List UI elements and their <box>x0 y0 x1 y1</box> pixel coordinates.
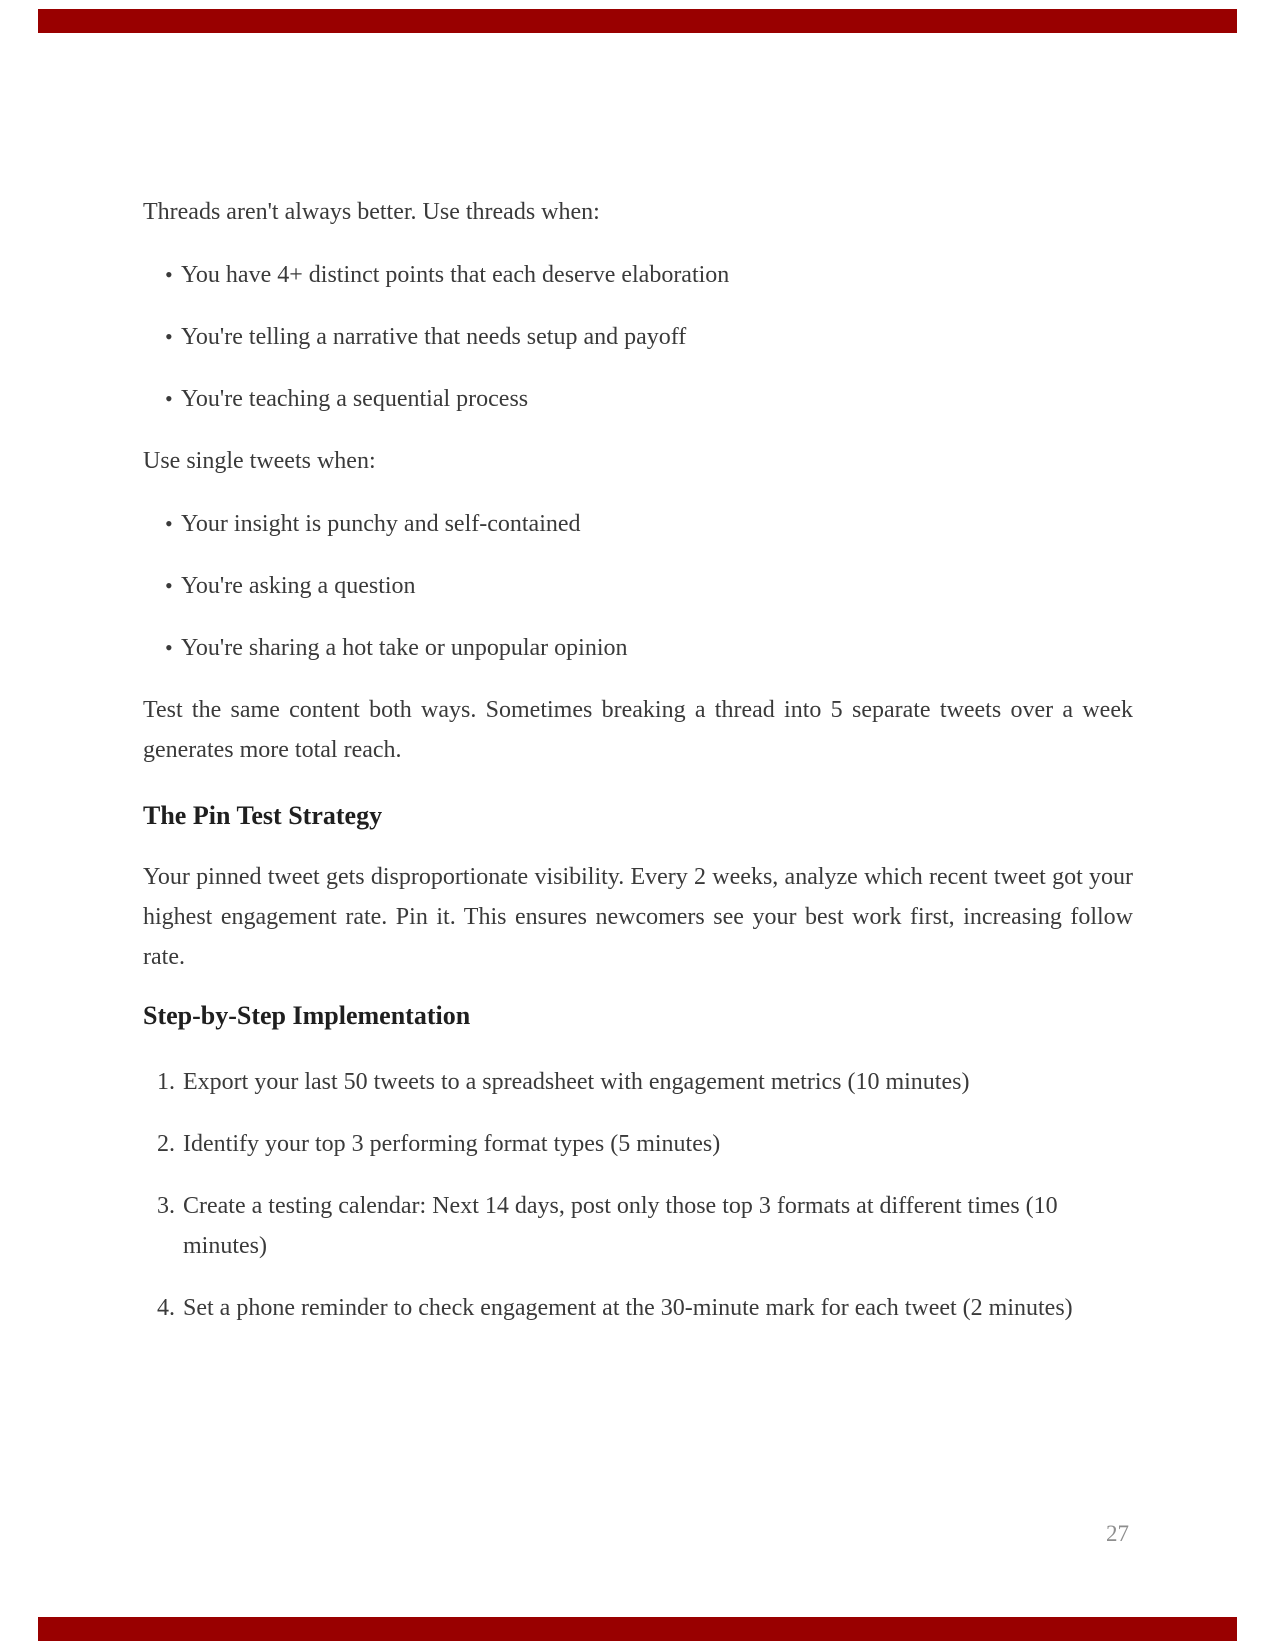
pin-test-strategy-heading: The Pin Test Strategy <box>143 801 383 830</box>
bullet-item: • You have 4+ distinct points that each deserve elaboration <box>143 255 1133 295</box>
pin-test-strategy-paragraph: Your pinned tweet gets disproportionate visibility. Every 2 weeks, analyze which recent tweet got your highest engagement rate. Pin it. This ensures newcomers see your best work first, increasing follow rate. <box>143 864 1133 970</box>
step-item: Identify your top 3 performing format types (5 minutes) <box>183 1131 721 1157</box>
step-item: Create a testing calendar: Next 14 days, post only those top 3 formats at different times (10 minutes) <box>183 1193 1058 1259</box>
page-content <box>143 0 1133 1350</box>
bullet-item: • You're sharing a hot take or unpopular opinion <box>143 628 1133 668</box>
step-item: Export your last 50 tweets to a spreadsheet with engagement metrics (10 minutes) <box>183 1069 970 1095</box>
page-edge-bar-bottom <box>38 1617 1237 1641</box>
bullet-item: • You're teaching a sequential process <box>143 379 1133 419</box>
threads-when-bullet-list <box>143 255 1133 419</box>
single-tweets-bullet-list <box>143 504 1133 668</box>
implementation-steps-list <box>143 1062 1133 1328</box>
threads-when-intro-paragraph: Threads aren't always better. Use threads when: <box>143 199 600 225</box>
bullet-item: • Your insight is punchy and self-contained <box>143 504 1133 544</box>
bullet-item: • You're asking a question <box>143 566 1133 606</box>
single-tweets-intro-paragraph: Use single tweets when: <box>143 448 376 474</box>
test-both-ways-paragraph: Test the same content both ways. Sometimes breaking a thread into 5 separate tweets over a week generates more total reach. <box>143 697 1133 763</box>
bullet-item: • You're telling a narrative that needs setup and payoff <box>143 317 1133 357</box>
step-item: Set a phone reminder to check engagement at the 30-minute mark for each tweet (2 minutes) <box>183 1295 1073 1321</box>
page-number: 27 <box>1106 1521 1129 1546</box>
step-by-step-heading: Step-by-Step Implementation <box>143 1001 471 1030</box>
